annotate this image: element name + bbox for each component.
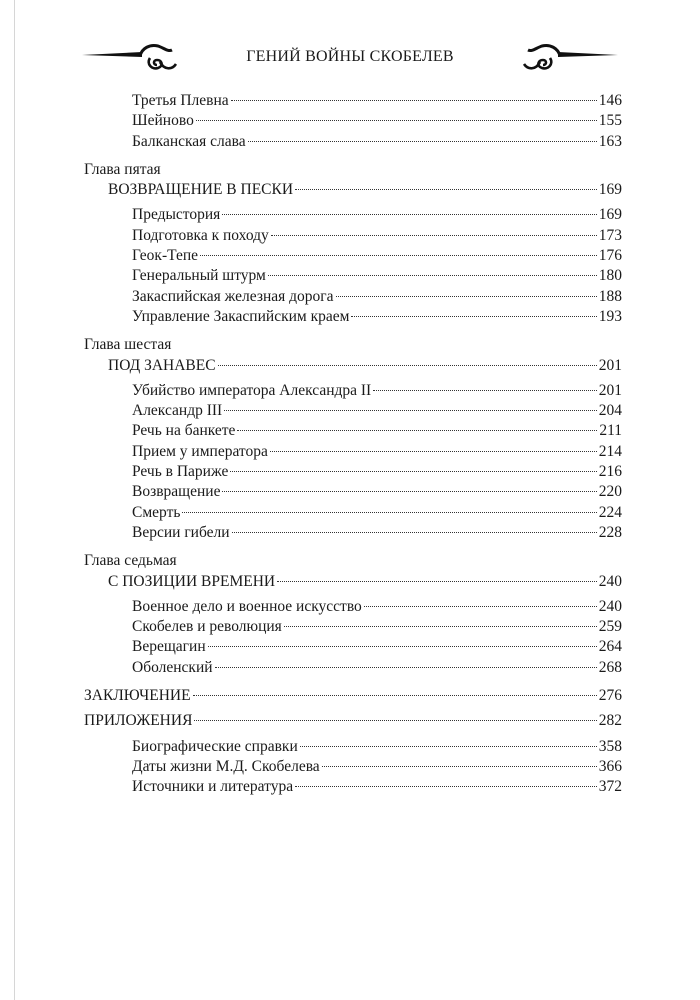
toc-entry-title: Александр III (132, 402, 223, 420)
appendix-title: ПРИЛОЖЕНИЯ (84, 712, 193, 730)
toc-entry (84, 597, 622, 617)
toc-entry-title: Прием у императора (132, 442, 268, 460)
toc-entry-page: 216 (598, 463, 622, 481)
dot-leader (295, 786, 597, 787)
toc-entry-title: Предыстория (132, 206, 221, 224)
toc-entry-page: 211 (599, 422, 622, 440)
toc-entry (84, 91, 622, 111)
toc-entry-title: Верещагин (132, 638, 206, 656)
dot-leader (230, 471, 596, 472)
toc-entry-title: Возвращение (132, 483, 221, 501)
book-title-header: ГЕНИЙ ВОЙНЫ СКОБЕЛЕВ (246, 48, 454, 65)
appendix-entry (84, 711, 622, 731)
dot-leader (222, 214, 596, 215)
toc-entry-page: 358 (598, 737, 622, 755)
chapter-title: ВОЗВРАЩЕНИЕ В ПЕСКИ (108, 181, 294, 199)
toc-entry-page: 228 (598, 523, 622, 541)
toc-entry-title: Биографические справки (132, 737, 298, 755)
toc-entry (84, 737, 622, 757)
toc-entry (84, 381, 622, 401)
toc-entry-page: 240 (598, 597, 622, 615)
dot-leader (200, 255, 597, 256)
dot-leader (248, 141, 597, 142)
dot-leader (237, 430, 597, 431)
chapter-title: С ПОЗИЦИИ ВРЕМЕНИ (108, 572, 276, 590)
toc-entry (84, 482, 622, 502)
dot-leader (295, 189, 597, 190)
dot-leader (351, 316, 596, 317)
toc-entry-title: Версии гибели (132, 523, 230, 541)
toc-entry-page: 193 (598, 307, 622, 325)
toc-entry-title: Генеральный штурм (132, 267, 266, 285)
toc-entry (84, 637, 622, 657)
dot-leader (232, 532, 597, 533)
toc-entry (84, 421, 622, 441)
dot-leader (222, 491, 596, 492)
toc-entry-page: 176 (598, 247, 622, 265)
toc-entry-page: 201 (598, 381, 622, 399)
toc-entry-page: 163 (598, 132, 622, 150)
toc-entry-title: Третья Плевна (132, 92, 229, 109)
chapter-title-entry (84, 356, 622, 376)
dot-leader (208, 646, 597, 647)
toc-entry (84, 266, 622, 286)
dot-leader (322, 766, 597, 767)
toc-entry-page: 366 (598, 757, 622, 775)
toc-entry-page: 372 (598, 778, 622, 796)
toc-entry-page: 155 (598, 112, 622, 130)
running-header (80, 38, 620, 78)
toc-entry-title: Смерть (132, 503, 181, 521)
toc-entry-page: 146 (598, 92, 622, 109)
conclusion-page: 276 (598, 687, 622, 705)
conclusion-entry (84, 686, 622, 706)
toc-entry-page: 264 (598, 638, 622, 656)
dot-leader (182, 512, 596, 513)
chapter-page: 169 (598, 181, 622, 199)
toc-entry (84, 205, 622, 225)
toc-entry-title: Балканская слава (132, 132, 246, 150)
dot-leader (193, 695, 597, 696)
chapter-title-entry (84, 572, 622, 592)
toc-entry (84, 111, 622, 131)
toc-entry-page: 268 (598, 658, 622, 676)
toc-entry (84, 287, 622, 307)
spacer (84, 678, 622, 686)
conclusion-title: ЗАКЛЮЧЕНИЕ (84, 687, 191, 705)
toc-entry-title: Скобелев и революция (132, 618, 282, 636)
toc-entry (84, 401, 622, 421)
toc-entry-title: Шейново (132, 112, 194, 130)
dot-leader (224, 410, 597, 411)
dot-leader (364, 606, 597, 607)
toc-entry-page: 220 (598, 483, 622, 501)
toc-entry (84, 132, 622, 152)
toc-entry-title: Речь на банкете (132, 422, 236, 440)
chapter-label: Глава пятая (84, 160, 161, 178)
toc-entry-title: Подготовка к походу (132, 226, 269, 244)
toc-entry (84, 658, 622, 678)
toc-entry-page: 214 (598, 442, 622, 460)
dot-leader (268, 275, 597, 276)
toc-entry-page: 259 (598, 618, 622, 636)
toc-entry-title: Даты жизни М.Д. Скобелева (132, 757, 320, 775)
toc-entry-title: Речь в Париже (132, 463, 229, 481)
dot-leader (300, 746, 597, 747)
toc-entry-page: 169 (598, 206, 622, 224)
toc-entry (84, 462, 622, 482)
toc-entry-page: 188 (598, 287, 622, 305)
table-of-contents (84, 91, 622, 798)
toc-entry-page: 224 (598, 503, 622, 521)
toc-entry-title: Управление Закаспийским краем (132, 307, 350, 325)
dot-leader (270, 451, 597, 452)
dot-leader (196, 120, 597, 121)
dot-leader (373, 390, 597, 391)
toc-entry (84, 523, 622, 543)
toc-entry-title: Закаспийская железная дорога (132, 287, 334, 305)
chapter-label: Глава шестая (84, 336, 172, 354)
ornament-right-icon (520, 40, 620, 76)
toc-entry (84, 442, 622, 462)
toc-entry-page: 173 (598, 226, 622, 244)
toc-entry-title: Оболенский (132, 658, 213, 676)
dot-leader (231, 100, 597, 101)
appendix-page: 282 (598, 712, 622, 730)
toc-entry (84, 307, 622, 327)
toc-entry-page: 204 (598, 402, 622, 420)
toc-entry-title: Убийство императора Александра II (132, 381, 372, 399)
toc-entry-title: Геок-Тепе (132, 247, 199, 265)
toc-entry (84, 757, 622, 777)
dot-leader (218, 365, 597, 366)
toc-entry (84, 226, 622, 246)
toc-entry-title: Военное дело и военное искусство (132, 597, 362, 615)
chapter-page: 240 (598, 572, 622, 590)
dot-leader (194, 720, 596, 721)
chapter-title-entry (84, 180, 622, 200)
chapter-title: ПОД ЗАНАВЕС (108, 356, 216, 374)
toc-entry (84, 503, 622, 523)
dot-leader (336, 296, 597, 297)
chapter-label: Глава седьмая (84, 552, 177, 570)
toc-entry (84, 246, 622, 266)
dot-leader (284, 626, 597, 627)
toc-entry (84, 777, 622, 797)
page-edge (14, 0, 15, 1000)
dot-leader (277, 581, 597, 582)
toc-entry (84, 617, 622, 637)
dot-leader (215, 667, 597, 668)
dot-leader (271, 235, 597, 236)
chapter-page: 201 (598, 356, 622, 374)
toc-entry-page: 180 (598, 267, 622, 285)
toc-entry-title: Источники и литература (132, 778, 294, 796)
